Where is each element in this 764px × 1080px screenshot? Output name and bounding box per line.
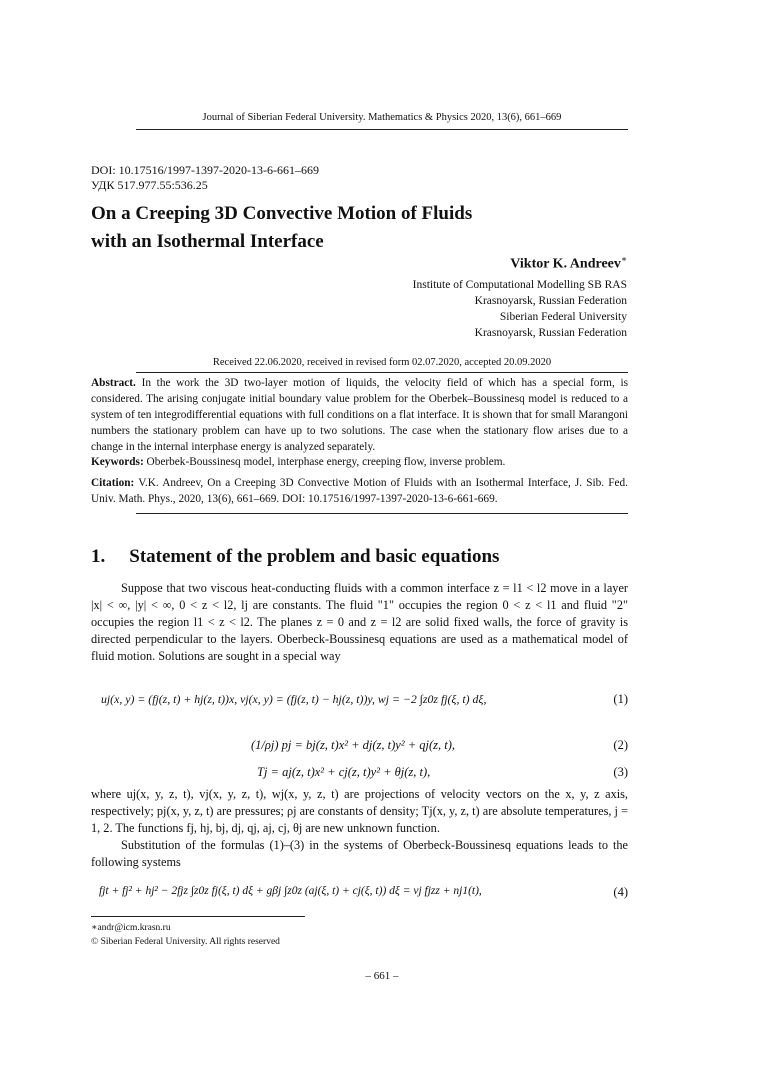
equation-4 <box>91 885 628 909</box>
paragraph-2: where uj(x, y, z, t), vj(x, y, z, t), wj(x, y, z, t) are projections of velocity vectors on the x, y, z axis, respectively; pj(x, y, z, t) are pressures; ρj are constants of density; Tj(x, y, z, t) are absolute temperatures, j = 1, 2. The functions fj, hj, bj, dj, qj, aj, cj, θj are new unknown function. <box>91 787 628 835</box>
received-dates: Received 22.06.2020, received in revised form 02.07.2020, accepted 20.09.2020 <box>212 357 552 368</box>
author <box>510 254 627 273</box>
equation-2-number: (2) <box>613 738 628 752</box>
abstract <box>91 375 628 455</box>
udk: УДК 517.977.55:536.25 <box>91 178 208 192</box>
section-title: Statement of the problem and basic equations <box>129 546 500 567</box>
equation-3-number: (3) <box>613 765 628 779</box>
equation-4-text: fjt + fj² + hj² − 2fjz ∫z0z fj(ξ, t) dξ + gβj ∫z0z (aj(ξ, t) + cj(ξ, t)) dξ = νj fjzz + nj1(t), <box>99 885 482 897</box>
affiliations <box>413 277 627 341</box>
keywords-text: Oberbek-Boussinesq model, interphase energy, creeping flow, inverse problem. <box>146 456 506 468</box>
keywords <box>91 456 628 468</box>
abstract-top-rule <box>136 372 628 373</box>
affiliation-line: Krasnoyarsk, Russian Federation <box>474 295 627 307</box>
doi: DOI: 10.17516/1997-1397-2020-13-6-661–669 <box>91 163 319 177</box>
author-name: Viktor K. Andreev <box>510 256 621 272</box>
doi-block <box>91 163 319 193</box>
affiliation-line: Krasnoyarsk, Russian Federation <box>474 327 627 339</box>
footnote-rule <box>91 916 305 917</box>
abstract-bottom-rule <box>136 513 628 514</box>
header-rule <box>136 129 628 130</box>
section-number: 1. <box>91 546 106 567</box>
citation-text: V.K. Andreev, On a Creeping 3D Convective Motion of Fluids with an Isothermal Interface, J. Sib. Fed. Univ. Math. Phys., 2020, 13(6), 661–669. DOI: 10.17516/1997-1397-2020-13-6-661-669. <box>91 477 628 505</box>
citation-label: Citation: <box>91 477 135 489</box>
equation-4-number: (4) <box>613 885 628 899</box>
footnote-copyright: © Siberian Federal University. All rights reserved <box>91 937 280 947</box>
paragraph-1: Suppose that two viscous heat-conducting fluids with a common interface z = l1 < l2 move in a layer |x| < ∞, |y| < ∞, 0 < z < l2, lj are constants. The fluid "1" occupies the region 0 < z < l1 and fluid "2" occupies the region l1 < z < l2. The planes z = 0 and z = l2 are solid fixed walls, the force of gravity is directed perpendicular to the layers. Oberbeck-Boussinesq equations are used as a mathematical model of fluid motion. Solutions are sought in a special way <box>91 581 628 663</box>
equation-2-text: (1/ρj) pj = bj(z, t)x² + dj(z, t)y² + qj(z, t), <box>251 738 456 752</box>
footnote-email: ∗andr@icm.krasn.ru <box>91 923 171 933</box>
title-line-2: with an Isothermal Interface <box>91 231 324 252</box>
author-footnote-mark: ∗ <box>620 254 627 264</box>
equation-3-text: Tj = aj(z, t)x² + cj(z, t)y² + θj(z, t), <box>257 765 431 779</box>
footnotes <box>91 921 280 949</box>
affiliation-line: Siberian Federal University <box>499 311 627 323</box>
title-line-1: On a Creeping 3D Convective Motion of Fluids <box>91 203 473 224</box>
page-number: – 661 – <box>365 970 399 982</box>
paragraph-3: Substitution of the formulas (1)–(3) in the systems of Oberbeck-Boussinesq equations leads to the following systems <box>91 838 628 869</box>
equation-1-number: (1) <box>613 692 628 706</box>
affiliation-line: Institute of Computational Modelling SB RAS <box>412 279 627 291</box>
equation-3 <box>91 765 628 785</box>
paper-title <box>91 200 611 256</box>
keywords-label: Keywords: <box>91 456 144 468</box>
section-heading <box>91 546 499 568</box>
equation-2 <box>91 738 628 762</box>
equation-1 <box>91 692 628 716</box>
abstract-text: In the work the 3D two-layer motion of liquids, the velocity field of which has a special form, is considered. The arising conjugate initial boundary value problem for the Oberbek–Boussinesq model is reduced to a system of ten integrodifferential equations with full conditions on a flat interface. It is shown that for small Marangoni numbers the stationary problem can have up to two solutions. The case when the stationary flow arises due to a change in the internal interphase energy is analyzed separately. <box>91 377 629 453</box>
journal-header: Journal of Siberian Federal University. Mathematics & Physics 2020, 13(6), 661–669 <box>202 112 562 123</box>
citation <box>91 475 628 507</box>
abstract-label: Abstract. <box>91 377 136 389</box>
equation-1-text: uj(x, y) = (fj(z, t) + hj(z, t))x, vj(x, y) = (fj(z, t) − hj(z, t))y, wj = −2 ∫z0z fj(ξ, t) dξ, <box>101 692 487 706</box>
